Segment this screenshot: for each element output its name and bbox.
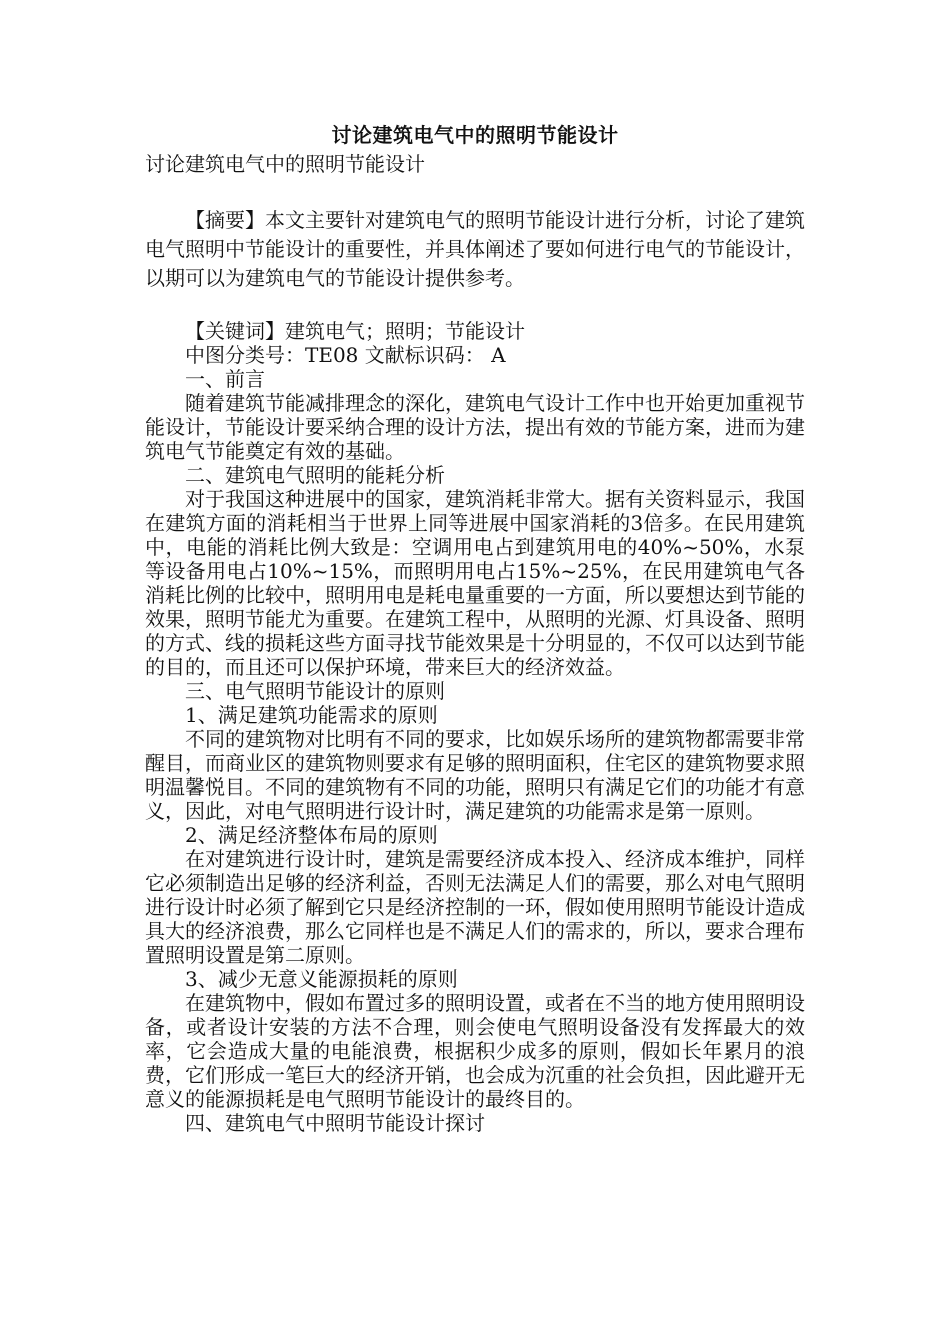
section-heading-preface: 一、前言 <box>185 367 265 391</box>
section-heading-design-discussion: 四、建筑电气中照明节能设计探讨 <box>185 1111 485 1135</box>
document-body <box>145 120 805 1135</box>
classification-line: 中图分类号：TE08 文献标识码： A <box>185 343 506 367</box>
document-subtitle: 讨论建筑电气中的照明节能设计 <box>145 152 425 176</box>
blank-line <box>145 293 805 313</box>
waste-principle-paragraph: 在建筑物中，假如布置过多的照明设置，或者在不当的地方使用照明设备，或者设计安装的方法不合理，则会使电气照明设备没有发挥最大的效率，它会造成大量的电能浪费，根据积少成多的原则，假如长年累月的浪费，它们形成一笔巨大的经济开销，也会成为沉重的社会负担，因此避开无意义的能源损耗是电气照明节能设计的最终目的。 <box>145 991 805 1111</box>
blank-line <box>145 178 805 198</box>
economic-principle-paragraph: 在对建筑进行设计时，建筑是需要经济成本投入、经济成本维护，同样它必须制造出足够的经济利益，否则无法满足人们的需要，那么对电气照明进行设计时必须了解到它只是经济控制的一环，假如使用照明节能设计造成具大的经济浪费，那么它同样也是不满足人们的需求的，所以，要求合理布置照明设置是第二原则。 <box>145 847 805 967</box>
preface-paragraph: 随着建筑节能减排理念的深化，建筑电气设计工作中也开始更加重视节能设计，节能设计要采纳合理的设计方法，提出有效的节能方案，进而为建筑电气节能奠定有效的基础。 <box>145 391 805 463</box>
document-title: 讨论建筑电气中的照明节能设计 <box>331 123 619 147</box>
subheading-economic-principle: 2、满足经济整体布局的原则 <box>185 823 438 847</box>
abstract-paragraph: 【摘要】本文主要针对建筑电气的照明节能设计进行分析，讨论了建筑电气照明中节能设计的重要性，并具体阐述了要如何进行电气的节能设计，以期可以为建筑电气的节能设计提供参考。 <box>145 208 805 290</box>
subheading-function-principle: 1、满足建筑功能需求的原则 <box>185 703 438 727</box>
function-principle-paragraph: 不同的建筑物对比明有不同的要求，比如娱乐场所的建筑物都需要非常醒目，而商业区的建筑物则要求有足够的照明面积，住宅区的建筑物要求照明温馨悦目。不同的建筑物有不同的功能，照明只有满足它们的功能才有意义，因此，对电气照明进行设计时，满足建筑的功能需求是第一原则。 <box>145 727 805 823</box>
keywords-line: 【关键词】建筑电气；照明；节能设计 <box>185 319 525 343</box>
energy-analysis-paragraph: 对于我国这种进展中的国家，建筑消耗非常大。据有关资料显示，我国在建筑方面的消耗相当于世界上同等进展中国家消耗的3倍多。在民用建筑中，电能的消耗比例大致是：空调用电占到建筑用电的40%~50%，水泵等设备用电占10%~15%，而照明用电占15%~25%，在民用建筑电气各消耗比例的比较中，照明用电是耗电量重要的一方面，所以要想达到节能的效果，照明节能尤为重要。在建筑工程中，从照明的光源、灯具设备、照明的方式、线的损耗这些方面寻找节能效果是十分明显的，不仅可以达到节能的目的，而且还可以保护环境，带来巨大的经济效益。 <box>145 487 805 679</box>
section-heading-principles: 三、电气照明节能设计的原则 <box>185 679 445 703</box>
section-heading-energy-analysis: 二、建筑电气照明的能耗分析 <box>185 463 445 487</box>
subheading-waste-principle: 3、减少无意义能源损耗的原则 <box>185 967 458 991</box>
